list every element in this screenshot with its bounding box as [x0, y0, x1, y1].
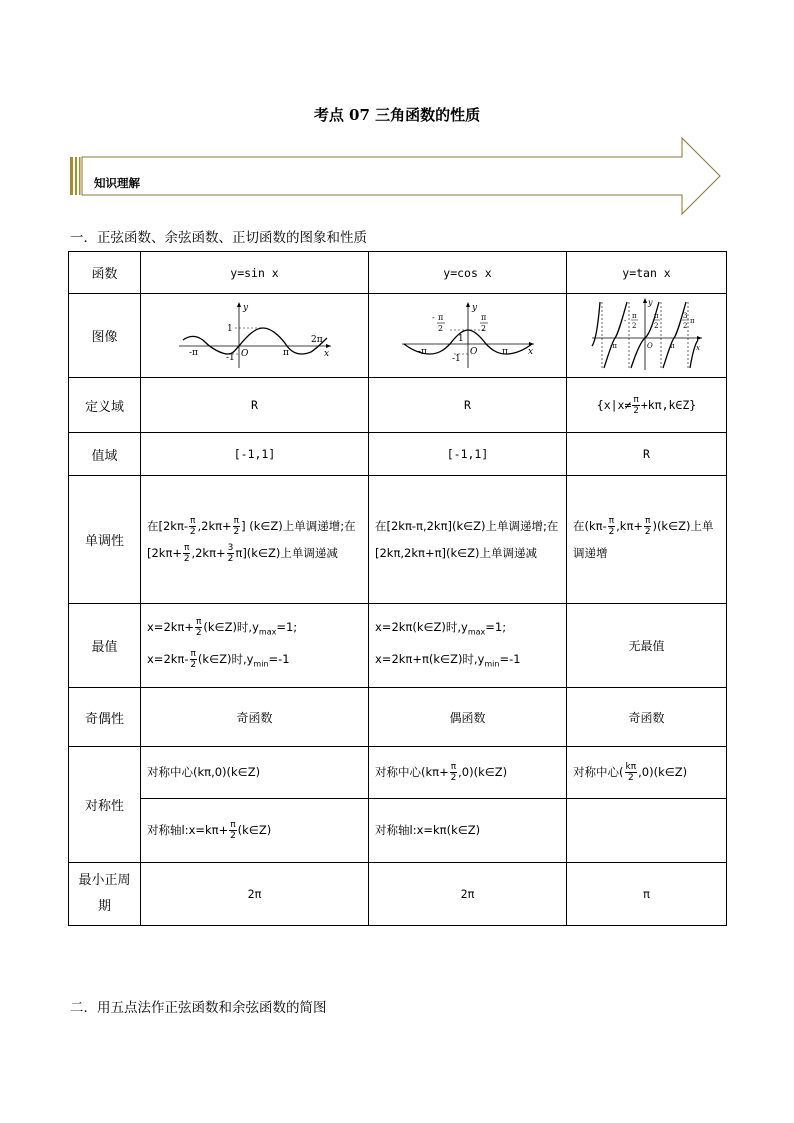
- banner-label: 知识理解: [94, 176, 140, 190]
- svg-text:-π: -π: [417, 347, 427, 357]
- svg-text:2: 2: [480, 324, 486, 333]
- cos-range: [-1,1]: [369, 433, 567, 476]
- sin-domain: R: [141, 378, 369, 433]
- page-title: 考点 07 三角函数的性质: [313, 106, 481, 124]
- sin-symmetry-center: 对称中心(kπ,0)(k∈Z): [141, 747, 369, 799]
- tan-range: R: [567, 433, 727, 476]
- label-monotonic: 单调性: [69, 476, 141, 604]
- svg-text:π: π: [669, 342, 675, 350]
- svg-text:-: -: [623, 317, 626, 325]
- tan-symmetry-axis-empty: [567, 799, 727, 863]
- sin-graph-cell: [141, 294, 369, 378]
- tan-parity: 奇函数: [567, 688, 727, 747]
- svg-text:2: 2: [437, 324, 443, 333]
- sin-range: [-1,1]: [141, 433, 369, 476]
- svg-text:2: 2: [631, 322, 636, 330]
- cos-monotonic: 在[2kπ-π,2kπ](k∈Z)上单调递增;在[2kπ,2kπ+π](k∈Z)上单调递减: [369, 476, 567, 604]
- table-row: [69, 433, 727, 476]
- cos-parity: 偶函数: [369, 688, 567, 747]
- sin-monotonic: 在[2kπ- $\frac{\pi}{2}$ ,2kπ+ $\frac{\pi}{2}$ ] (k∈Z)上单调递增;在[2kπ+ $\frac{\pi}{2}$ ,2kπ+ $\frac{3}{2}$ π](k∈Z)上单调递减: [141, 476, 369, 604]
- tan-graph-cell: [567, 294, 727, 378]
- label-domain: 定义域: [69, 378, 141, 433]
- tan-extreme: 无最值: [567, 604, 727, 688]
- table-row: [69, 604, 727, 688]
- table-row: [69, 688, 727, 747]
- table-row: [69, 747, 727, 799]
- svg-text:O: O: [469, 347, 477, 357]
- svg-text:O: O: [240, 349, 248, 359]
- cos-symmetry-center: 对称中心(kπ+ $\frac{\pi}{2}$ ,0)(k∈Z): [369, 747, 567, 799]
- table-row: [69, 863, 727, 926]
- tan-period: π: [567, 863, 727, 926]
- cos-period: 2π: [369, 863, 567, 926]
- label-range: 值域: [69, 433, 141, 476]
- cos-graph-cell: [369, 294, 567, 378]
- svg-text:2π: 2π: [310, 335, 323, 345]
- tan-monotonic: 在(kπ- $\frac{\pi}{2}$ ,kπ+ $\frac{\pi}{2}$ )(k∈Z)上单调递增: [567, 476, 727, 604]
- svg-text:y: y: [242, 303, 248, 313]
- table-row: [69, 252, 727, 294]
- svg-text:-π: -π: [609, 342, 617, 350]
- tan-graph: [588, 296, 706, 372]
- section-heading-2: 二．用五点法作正弦函数和余弦函数的简图: [70, 1000, 327, 1016]
- svg-text:π: π: [437, 313, 443, 322]
- header-sin: y=sin x: [141, 252, 369, 294]
- header-cos: y=cos x: [369, 252, 567, 294]
- svg-text:π: π: [480, 313, 486, 322]
- svg-text:y: y: [647, 298, 653, 307]
- label-graph: 图像: [69, 294, 141, 378]
- svg-text:π: π: [653, 312, 659, 320]
- cos-domain: R: [369, 378, 567, 433]
- sin-parity: 奇函数: [141, 688, 369, 747]
- svg-text:-1: -1: [451, 354, 461, 364]
- sin-symmetry-axis: 对称轴l:x=kπ+ $\frac{\pi}{2}$ (k∈Z): [141, 799, 369, 863]
- svg-text:-: -: [431, 313, 435, 322]
- header-function: 函数: [69, 252, 141, 294]
- svg-text:1: 1: [226, 324, 233, 334]
- svg-text:1: 1: [457, 334, 464, 344]
- svg-text:x: x: [323, 349, 329, 359]
- label-period: 最小正周期: [69, 863, 141, 926]
- header-tan: y=tan x: [567, 252, 727, 294]
- svg-text:π: π: [689, 317, 695, 325]
- cos-symmetry-axis: 对称轴l:x=kπ(k∈Z): [369, 799, 567, 863]
- label-symmetry: 对称性: [69, 747, 141, 863]
- tan-domain: {x|x≠ $\frac{\pi}{2}$ +kπ,k∈Z}: [567, 378, 727, 433]
- sin-period: 2π: [141, 863, 369, 926]
- svg-text:x: x: [695, 344, 700, 352]
- svg-text:O: O: [646, 342, 653, 350]
- svg-text:-1: -1: [225, 353, 235, 363]
- svg-text:π: π: [631, 312, 637, 320]
- label-extreme: 最值: [69, 604, 141, 688]
- svg-text:-π: -π: [188, 348, 198, 358]
- properties-table: [68, 251, 727, 926]
- svg-text:π: π: [282, 348, 289, 358]
- table-row: [69, 476, 727, 604]
- table-row: [69, 799, 727, 863]
- banner-arrow: [68, 136, 728, 218]
- sin-graph: [175, 298, 335, 370]
- svg-text:3: 3: [682, 312, 687, 320]
- svg-text:π: π: [501, 347, 508, 357]
- cos-graph: [398, 298, 538, 370]
- sin-extreme: x=2kπ+ $\frac{\pi}{2}$ (k∈Z)时$,y_{max}=1$; x=2kπ- $\frac{\pi}{2}$ (k∈Z)时$,y_{min}=-1$: [141, 604, 369, 688]
- svg-text:2: 2: [682, 322, 687, 330]
- svg-text:2: 2: [653, 322, 658, 330]
- table-row: [69, 378, 727, 433]
- svg-text:x: x: [527, 347, 533, 357]
- cos-extreme: x=2kπ(k∈Z)时$,y_{max}=1$; x=2kπ+π(k∈Z)时$,y_{min}=-1$: [369, 604, 567, 688]
- svg-text:y: y: [471, 303, 477, 313]
- label-parity: 奇偶性: [69, 688, 141, 747]
- table-row: [69, 294, 727, 378]
- tan-symmetry-center: 对称中心( $\frac{k\pi}{2}$ ,0)(k∈Z): [567, 747, 727, 799]
- section-heading-1: 一．正弦函数、余弦函数、正切函数的图象和性质: [70, 230, 367, 246]
